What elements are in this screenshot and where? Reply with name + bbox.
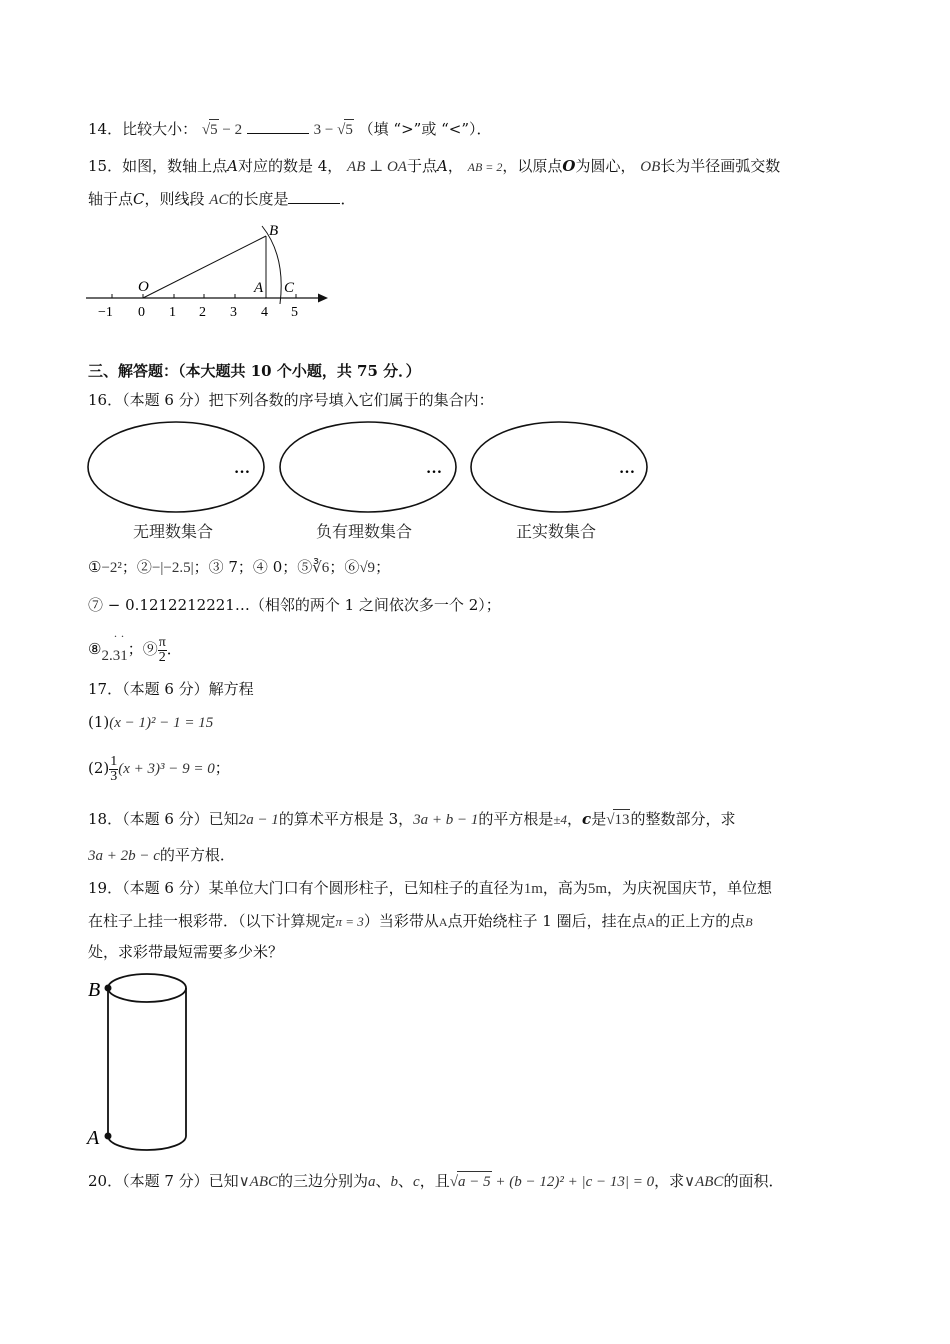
cylinder-bottom xyxy=(108,1136,186,1150)
segment-ob xyxy=(143,236,266,298)
q16-line xyxy=(88,390,494,410)
q15-ac-expr: AC xyxy=(209,192,229,208)
q20-sep-1: 、 xyxy=(375,1172,391,1190)
q16-items-3-5: ；③ 7；④ 0；⑤ xyxy=(193,558,313,576)
q18-sqrt13: √13 xyxy=(606,812,630,828)
cylinder-top xyxy=(108,974,186,1002)
q18-expr-3: ±4 xyxy=(553,812,568,827)
q15-text-k: ． xyxy=(340,190,356,208)
q15-answer-blank[interactable] xyxy=(288,189,340,204)
q14-answer-blank[interactable] xyxy=(247,119,309,134)
q14-left-radicand: 5 xyxy=(209,119,219,140)
q17-number: 17． xyxy=(88,680,123,698)
q16-number: 16． xyxy=(88,391,123,409)
q17-prompt: （本题 6 分）解方程 xyxy=(122,680,254,698)
q19-text-2: ，高为 xyxy=(542,879,588,897)
q15-point-a: A xyxy=(227,157,238,175)
q20-text-5: 的面积． xyxy=(723,1172,784,1190)
q16-item1-value: −2² xyxy=(101,560,122,576)
nl-label-4: 4 xyxy=(261,305,268,320)
q20-radicand: a − 5 xyxy=(457,1171,492,1192)
q16-item2-marker: ；② xyxy=(121,558,152,576)
q17-equation2: (x + 3)³ − 9 = 0 xyxy=(118,761,215,777)
q19-line2 xyxy=(88,911,753,932)
nl-label-2: 2 xyxy=(199,305,206,320)
q15-text-f: 为圆心， xyxy=(575,157,636,175)
nl-point-o: O xyxy=(138,279,149,295)
q20-side-b: b xyxy=(390,1174,399,1190)
q14-prompt: 比较大小： xyxy=(122,120,198,138)
nl-point-b: B xyxy=(269,223,279,239)
q19-text-4: 在柱子上挂一根彩带．（以下计算规定 xyxy=(88,912,336,930)
q19-text-3: ，为庆祝国庆节，单位想 xyxy=(607,879,773,897)
nl-label-5: 5 xyxy=(291,305,298,320)
q19-line3: 处，求彩带最短需要多少米？ xyxy=(88,943,284,961)
q20-side-c: c xyxy=(413,1174,420,1190)
q19-point-b: B xyxy=(745,915,753,929)
q16-items-line2: ⑦ − 0.1212212221…（相邻的两个 1 之间依次多一个 2）； xyxy=(88,596,501,614)
q19-height: 5m xyxy=(587,881,608,897)
q19-point-a: A xyxy=(438,915,448,929)
q18-expr-1: 2a − 1 xyxy=(238,812,279,828)
q17-eq2-den: 3 xyxy=(110,768,118,784)
q20-line xyxy=(88,1171,783,1192)
q18-line1 xyxy=(88,809,735,830)
q15-text-a: 如图，数轴上点 xyxy=(122,157,228,175)
q15-text-j: 的长度是 xyxy=(228,190,289,208)
q19-pi: π = 3 xyxy=(335,914,364,929)
cylinder-figure xyxy=(84,968,194,1158)
nl-point-a: A xyxy=(254,280,264,296)
number-line-figure xyxy=(84,218,334,324)
q16-item6-value: √9 xyxy=(359,560,376,576)
q18-text-5: 是 xyxy=(591,810,607,828)
set-dots-2: … xyxy=(426,460,442,477)
q14-number: 14． xyxy=(88,120,123,138)
q16-item8-value-wrap xyxy=(101,629,128,667)
q19-text-7: 的正上方的点 xyxy=(655,912,746,930)
q20-text-3: ，且 xyxy=(419,1172,450,1190)
q14-right-expr: 3 − √5 xyxy=(314,122,354,138)
q19-number: 19． xyxy=(88,879,123,897)
q15-text-c: 于点 xyxy=(406,157,437,175)
q19-text-1: （本题 6 分）某单位大门口有个圆形柱子，已知柱子的直径为 xyxy=(122,879,524,897)
q20-sep-2: 、 xyxy=(398,1172,414,1190)
q14-left-expr: √5 − 2 xyxy=(202,122,242,138)
q15-text-i: ，则线段 xyxy=(144,190,205,208)
q17-eq2-line xyxy=(88,748,230,789)
nl-point-c: C xyxy=(284,280,295,296)
q17-equation1: (x − 1)² − 1 = 15 xyxy=(109,715,214,731)
q15-point-c: C xyxy=(133,190,145,208)
q16-item9-marker: ；⑨ xyxy=(127,640,158,658)
cylinder-label-a: A xyxy=(87,1127,100,1149)
q18-number: 18． xyxy=(88,810,123,828)
q14-left-tail: − 2 xyxy=(218,122,243,138)
q16-item9-end: ． xyxy=(166,640,182,658)
q14-line xyxy=(88,119,492,140)
q20-equation-rest: + (b − 12)² + |c − 13| = 0 xyxy=(491,1174,655,1190)
q20-triangle-2: ∨ABC xyxy=(684,1174,724,1190)
set-label-positive-real: 正实数集合 xyxy=(516,522,597,541)
q16-item8-value: 2.31 xyxy=(101,648,128,664)
q18-text-4: ， xyxy=(567,810,583,828)
q20-equation: √a − 5 + (b − 12)² + |c − 13| = 0 xyxy=(450,1174,654,1190)
set-label-negative-rational: 负有理数集合 xyxy=(316,522,413,541)
set-dots-3: … xyxy=(619,460,635,477)
point-b-dot xyxy=(105,985,112,992)
q20-text-1: （本题 7 分）已知 xyxy=(122,1172,239,1190)
q16-item9-den: 2 xyxy=(158,649,166,665)
q15-text-d: ， xyxy=(447,157,463,175)
number-line-arrow xyxy=(318,294,328,303)
q18-text-1: （本题 6 分）已知 xyxy=(122,810,239,828)
q18-text-2: 的算术平方根是 3， xyxy=(278,810,414,828)
set-label-irrational: 无理数集合 xyxy=(133,522,214,541)
set-ellipses xyxy=(86,420,656,520)
q16-item9-num: π xyxy=(158,634,166,650)
q14-hint: （填 “>”或 “<”）． xyxy=(358,120,492,138)
q15-point-o: O xyxy=(562,157,576,175)
q15-perp-expr: AB ⊥ OA xyxy=(347,159,407,175)
q17-eq2-end: ； xyxy=(214,759,230,777)
q17-eq1-line xyxy=(88,712,213,733)
q15-line1 xyxy=(88,156,780,177)
q18-var-c: c xyxy=(582,810,592,828)
q17-part2-label: (2) xyxy=(88,759,110,777)
q15-point-a-2: A xyxy=(437,157,448,175)
q19-line1 xyxy=(88,878,772,899)
q18-expr-2: 3a + b − 1 xyxy=(413,812,479,828)
nl-label-1: 1 xyxy=(169,305,176,320)
q18-radicand: 13 xyxy=(613,809,630,830)
point-a-dot xyxy=(105,1133,112,1140)
q14-right-radicand: 5 xyxy=(344,119,354,140)
q19-text-5: ）当彩带从 xyxy=(363,912,439,930)
q20-number: 20． xyxy=(88,1172,123,1190)
nl-label-m1: −1 xyxy=(98,305,113,320)
q16-item6-end: ； xyxy=(375,558,391,576)
q16-items-line3 xyxy=(88,629,182,667)
nl-label-0: 0 xyxy=(138,305,145,320)
cylinder-label-b: B xyxy=(88,979,101,1001)
q16-item8-repeat-dots: · · xyxy=(113,629,125,643)
q17-eq2-num: 1 xyxy=(110,753,118,769)
q16-item1-marker: ① xyxy=(88,558,102,576)
q17-eq2-fraction xyxy=(109,755,118,784)
set-dots-1: … xyxy=(234,460,250,477)
q20-side-a: a xyxy=(368,1174,376,1190)
q20-text-2: 的三边分别为 xyxy=(278,1172,369,1190)
q19-point-a-2: A xyxy=(646,915,656,929)
q16-item5-value: ∛6 xyxy=(312,560,330,576)
q16-item9-fraction xyxy=(158,636,167,665)
q20-text-4: ，求 xyxy=(654,1172,685,1190)
q15-line2 xyxy=(88,189,356,210)
nl-label-3: 3 xyxy=(230,305,237,320)
q15-number: 15． xyxy=(88,157,123,175)
q18-text-6: 的整数部分，求 xyxy=(630,810,736,828)
q20-triangle: ∨ABC xyxy=(238,1174,278,1190)
q16-item6-marker: ；⑥ xyxy=(329,558,360,576)
q15-text-b: 对应的数是 4， xyxy=(237,157,343,175)
q14-right-head: 3 − xyxy=(313,122,338,138)
q16-prompt: （本题 6 分）把下列各数的序号填入它们属于的集合内： xyxy=(122,391,494,409)
q17-line xyxy=(88,679,254,699)
q15-text-g: 长为半径画弧交数 xyxy=(660,157,781,175)
q15-text-h: 轴于点 xyxy=(88,190,134,208)
q17-part1-label: (1) xyxy=(88,713,110,731)
q16-item2-value: −|−2.5| xyxy=(151,560,194,576)
q15-ab-expr: AB = 2 xyxy=(467,160,503,174)
q18-text-7: 的平方根． xyxy=(159,846,235,864)
q15-ob-expr: OB xyxy=(640,159,661,175)
section-3-title: 三、解答题：（本大题共 10 个小题，共 75 分．） xyxy=(88,362,421,380)
q18-line2 xyxy=(88,845,235,866)
q18-expr-5: 3a + 2b − c xyxy=(88,848,160,864)
q16-item8-marker: ⑧ xyxy=(88,640,102,658)
q18-text-3: 的平方根是 xyxy=(478,810,554,828)
q19-text-6: 点开始绕柱子 1 圈后，挂在点 xyxy=(447,912,647,930)
q15-text-e: ，以原点 xyxy=(502,157,563,175)
q19-diameter: 1m xyxy=(523,881,543,897)
q16-items-line1 xyxy=(88,557,390,578)
